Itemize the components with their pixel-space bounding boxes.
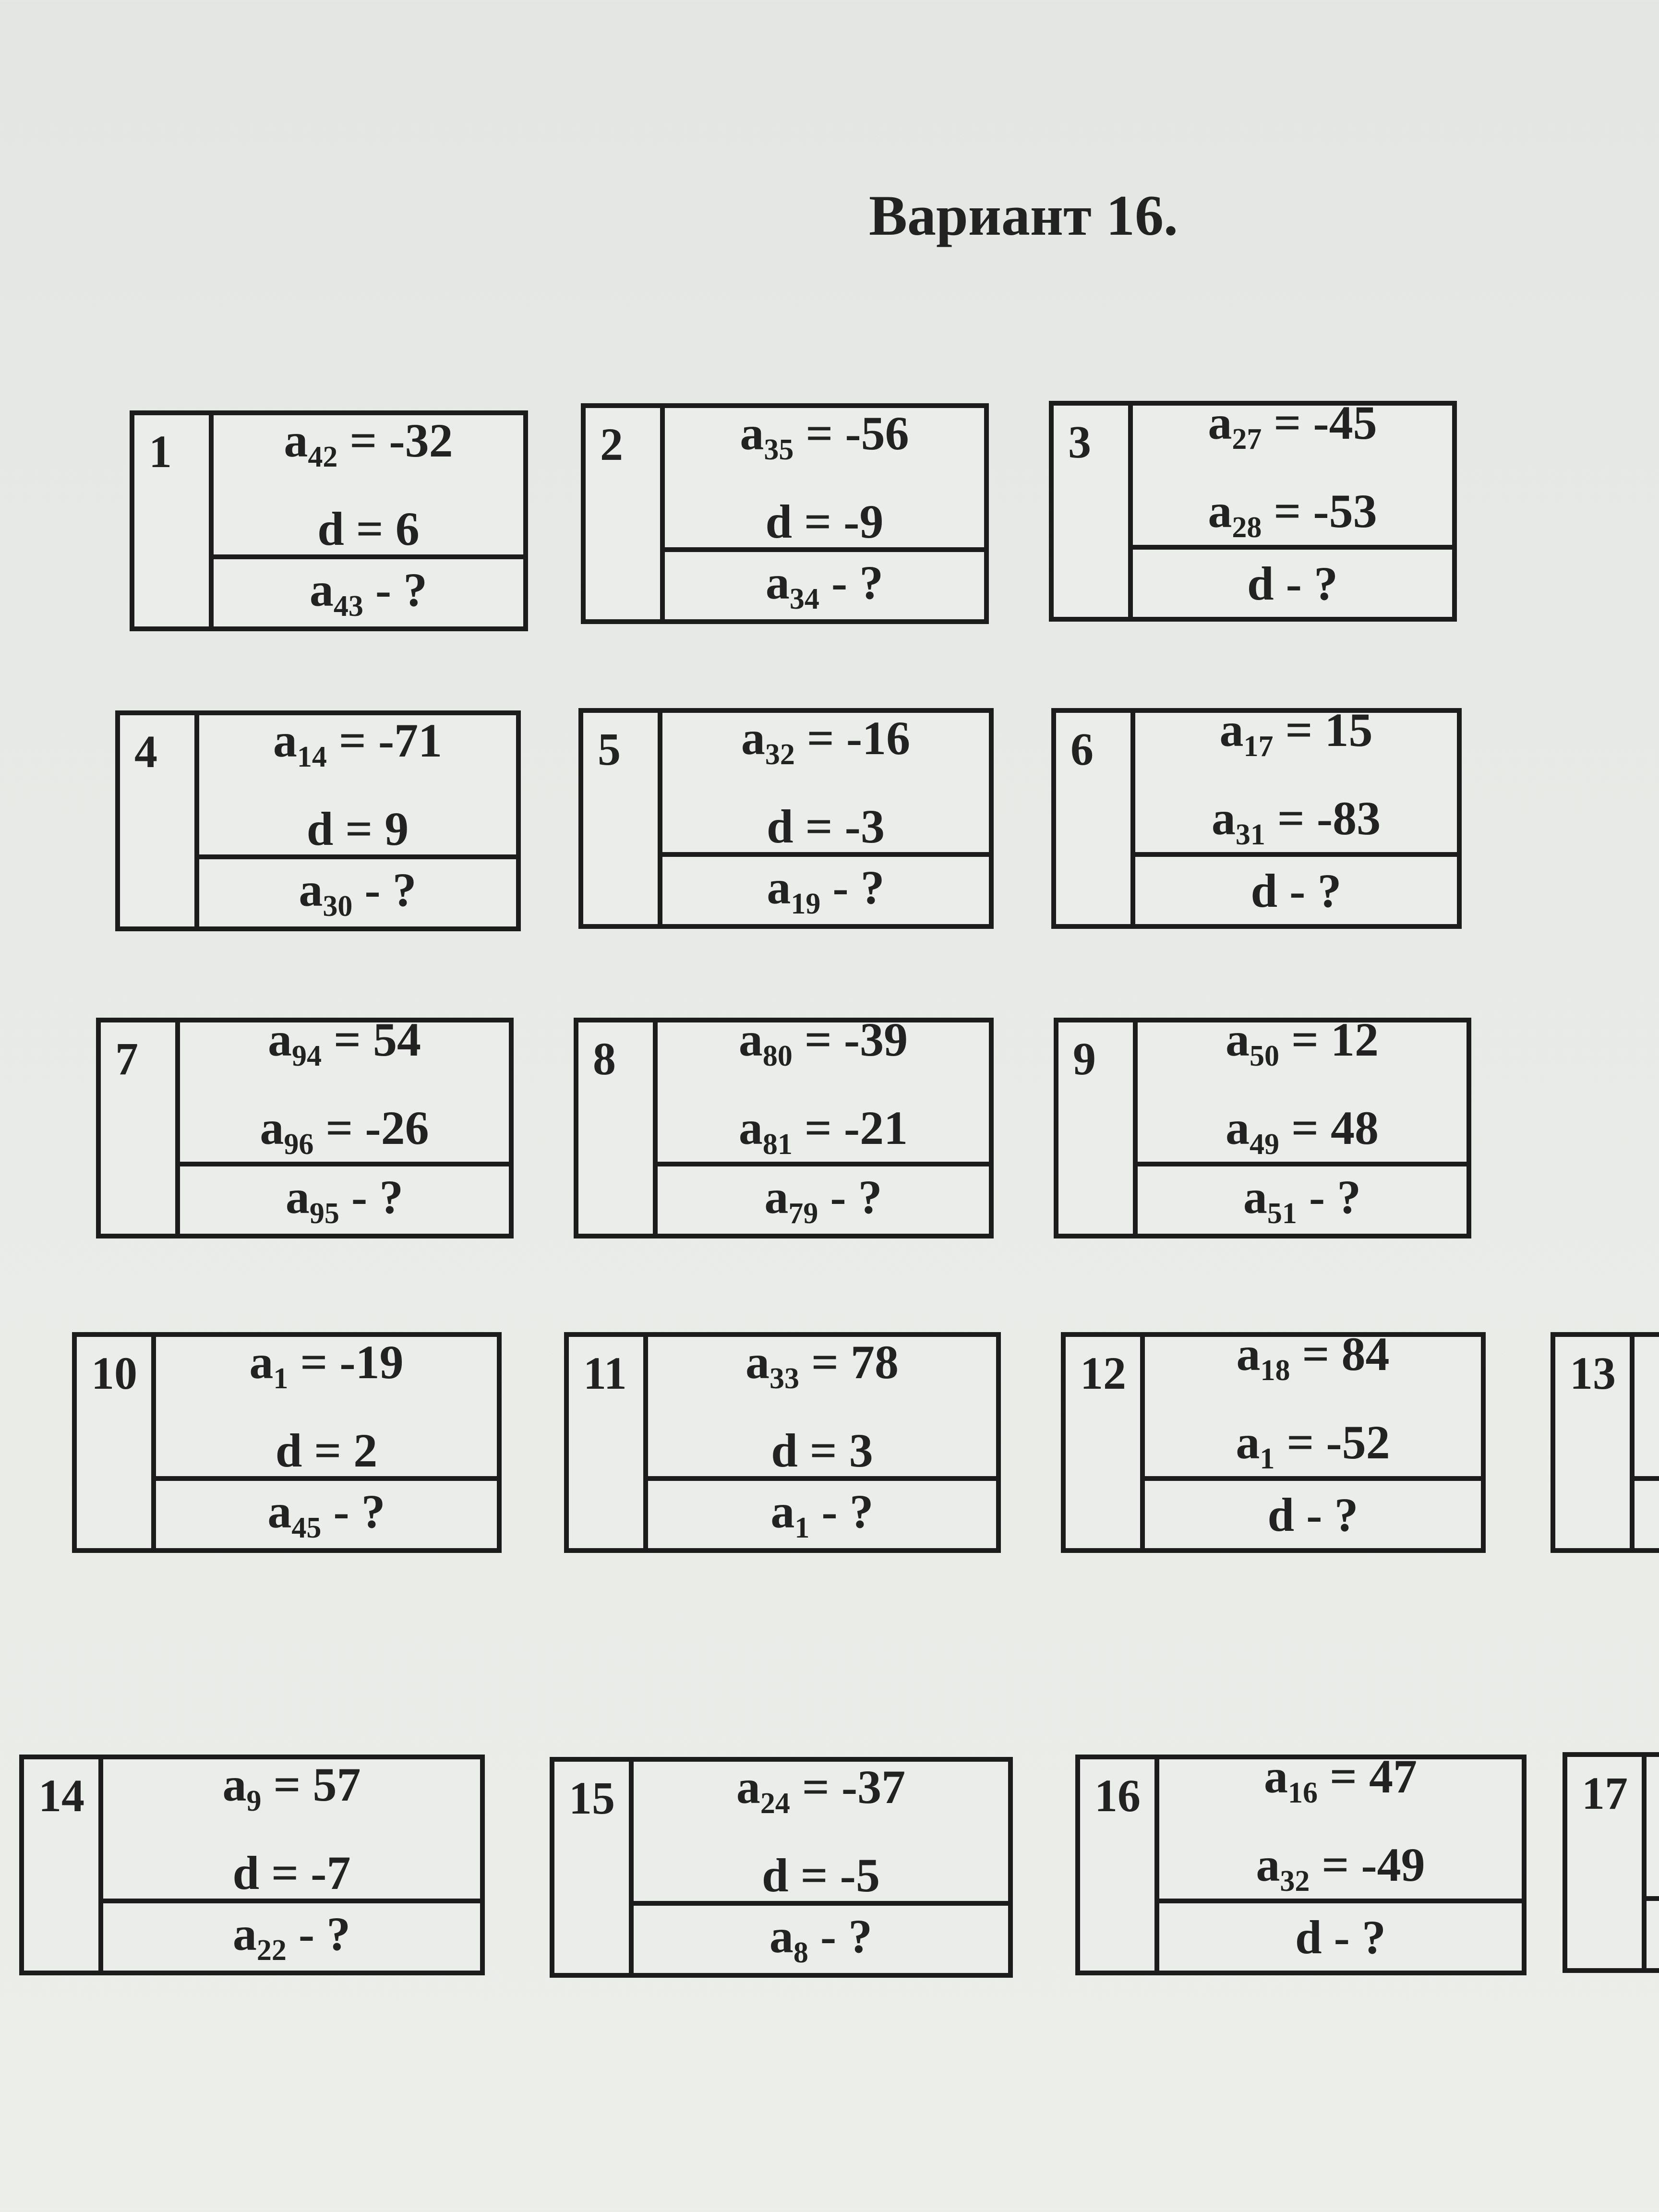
given-section bbox=[662, 713, 989, 857]
task-number: 10 bbox=[77, 1337, 156, 1548]
find-section bbox=[199, 859, 516, 926]
given-section bbox=[1133, 396, 1452, 550]
find-section bbox=[156, 1481, 497, 1548]
task-number: 16 bbox=[1080, 1759, 1159, 1971]
find-section bbox=[1647, 1901, 1659, 1968]
given-line-2: d = -9 bbox=[765, 495, 884, 548]
given-line-2: $a_{31} = -83$ bbox=[1211, 792, 1381, 851]
given-line-2: d = -3 bbox=[767, 800, 885, 853]
given-line-1: $a_{14} = -71$ bbox=[273, 714, 443, 773]
task-number: 14 bbox=[24, 1759, 103, 1971]
given-line-1: $a_{17} = 15$ bbox=[1219, 703, 1373, 763]
given-line-1: $a_{32} = -16$ bbox=[741, 711, 911, 771]
given-line-2: $a_{49} = 48$ bbox=[1226, 1101, 1379, 1161]
given-line-1: $a_{42} = -32$ bbox=[284, 414, 453, 473]
given-section bbox=[1635, 1337, 1659, 1481]
given-section bbox=[199, 715, 516, 859]
unknown-line: $a_1$ - ? bbox=[770, 1485, 874, 1544]
task-number: 13 bbox=[1555, 1337, 1635, 1548]
task-card-3 bbox=[1049, 396, 1457, 622]
unknown-line: $a_{34}$ - ? bbox=[765, 556, 884, 615]
task-number: 9 bbox=[1058, 1022, 1138, 1234]
given-line-2: d = -7 bbox=[232, 1846, 351, 1899]
given-section bbox=[648, 1337, 996, 1481]
given-line-2: d = -5 bbox=[762, 1849, 880, 1902]
given-line-2: d = 2 bbox=[275, 1424, 378, 1477]
task-card-1 bbox=[130, 410, 528, 631]
given-section bbox=[1145, 1327, 1481, 1481]
given-section bbox=[1647, 1757, 1659, 1901]
given-section bbox=[180, 1013, 509, 1166]
task-number: 15 bbox=[554, 1762, 634, 1973]
task-card-16 bbox=[1075, 1750, 1527, 1975]
given-line-2: $a_{96} = -26$ bbox=[260, 1101, 429, 1161]
given-line-1: $a_{16} = 47$ bbox=[1264, 1750, 1417, 1809]
task-number: 4 bbox=[120, 715, 199, 926]
task-card-15 bbox=[550, 1757, 1013, 1978]
find-section bbox=[648, 1481, 996, 1548]
task-number: 3 bbox=[1054, 406, 1133, 617]
find-section bbox=[665, 552, 984, 619]
task-card-2 bbox=[581, 403, 989, 624]
unknown-line: d - ? bbox=[1295, 1910, 1386, 1964]
unknown-line: $a_{43}$ - ? bbox=[309, 563, 428, 623]
given-line-2: $a_{32} = -49$ bbox=[1256, 1838, 1425, 1898]
given-section bbox=[1135, 703, 1457, 857]
given-line-1: $a_{27} = -45$ bbox=[1208, 396, 1377, 456]
given-section bbox=[214, 415, 523, 559]
task-number: 8 bbox=[578, 1022, 658, 1234]
given-line-1: $a_1 = -19$ bbox=[249, 1335, 404, 1395]
unknown-line: $a_{51}$ - ? bbox=[1243, 1170, 1361, 1230]
given-line-2: d = 9 bbox=[306, 802, 409, 855]
find-section bbox=[1133, 550, 1452, 617]
task-card-13 bbox=[1551, 1332, 1659, 1553]
given-line-1: $a_{94} = 54$ bbox=[268, 1013, 421, 1072]
task-number: 11 bbox=[569, 1337, 648, 1548]
given-line-1: $a_{35} = -56$ bbox=[740, 407, 909, 466]
given-line-2: $a_1 = -52$ bbox=[1236, 1416, 1390, 1475]
page-title: Вариант 16. bbox=[869, 183, 1178, 247]
unknown-line: $a_{79}$ - ? bbox=[764, 1170, 882, 1230]
given-line-1: $a_9 = 57$ bbox=[222, 1758, 361, 1817]
task-number: 17 bbox=[1567, 1757, 1647, 1968]
given-line-1: $a_{80} = -39$ bbox=[738, 1013, 908, 1072]
given-section bbox=[634, 1762, 1008, 1906]
find-section bbox=[1135, 857, 1457, 924]
task-card-7 bbox=[96, 1013, 514, 1238]
task-card-4 bbox=[115, 710, 521, 931]
given-section bbox=[156, 1337, 497, 1481]
find-section bbox=[634, 1906, 1008, 1973]
given-section bbox=[665, 408, 984, 552]
task-number: 6 bbox=[1056, 713, 1135, 924]
find-section bbox=[1635, 1481, 1659, 1548]
task-card-8 bbox=[574, 1013, 994, 1238]
unknown-line: $a_8$ - ? bbox=[769, 1910, 873, 1969]
task-card-10 bbox=[72, 1332, 502, 1553]
find-section bbox=[103, 1903, 480, 1971]
unknown-line: $a_{95}$ - ? bbox=[285, 1170, 404, 1230]
given-line-1: $a_{18} = 84$ bbox=[1236, 1327, 1390, 1387]
given-line-2: $a_{28} = -53$ bbox=[1208, 484, 1377, 544]
task-number: 1 bbox=[134, 415, 214, 626]
given-section bbox=[1159, 1750, 1522, 1903]
unknown-line: d - ? bbox=[1250, 864, 1342, 917]
unknown-line: $a_{30}$ - ? bbox=[299, 863, 417, 923]
given-line-2: d = 6 bbox=[317, 502, 420, 555]
find-section bbox=[1159, 1903, 1522, 1971]
given-section bbox=[1138, 1013, 1467, 1166]
given-line-2: $a_{81} = -21$ bbox=[738, 1101, 908, 1161]
task-card-14 bbox=[19, 1755, 485, 1975]
find-section bbox=[1145, 1481, 1481, 1548]
find-section bbox=[214, 559, 523, 626]
task-card-9 bbox=[1054, 1013, 1471, 1238]
given-line-1: $a_{33} = 78$ bbox=[745, 1335, 899, 1395]
task-card-12 bbox=[1061, 1327, 1486, 1553]
given-line-2: d = 3 bbox=[771, 1424, 873, 1477]
unknown-line: d - ? bbox=[1267, 1488, 1358, 1541]
task-number: 12 bbox=[1066, 1337, 1145, 1548]
task-card-6 bbox=[1051, 703, 1462, 929]
task-number: 7 bbox=[101, 1022, 180, 1234]
task-card-17 bbox=[1563, 1752, 1659, 1973]
find-section bbox=[180, 1166, 509, 1234]
task-card-5 bbox=[578, 708, 994, 929]
given-line-1: $a_{50} = 12$ bbox=[1226, 1013, 1379, 1072]
given-section bbox=[658, 1013, 989, 1166]
given-section bbox=[103, 1759, 480, 1903]
find-section bbox=[658, 1166, 989, 1234]
task-card-11 bbox=[564, 1332, 1001, 1553]
find-section bbox=[1138, 1166, 1467, 1234]
unknown-line: d - ? bbox=[1247, 556, 1338, 610]
unknown-line: $a_{45}$ - ? bbox=[267, 1485, 385, 1544]
find-section bbox=[662, 857, 989, 924]
unknown-line: $a_{22}$ - ? bbox=[232, 1907, 351, 1967]
given-line-1: $a_{24} = -37$ bbox=[736, 1760, 906, 1820]
task-number: 2 bbox=[586, 408, 665, 619]
unknown-line: $a_{19}$ - ? bbox=[767, 861, 885, 920]
task-number: 5 bbox=[583, 713, 662, 924]
